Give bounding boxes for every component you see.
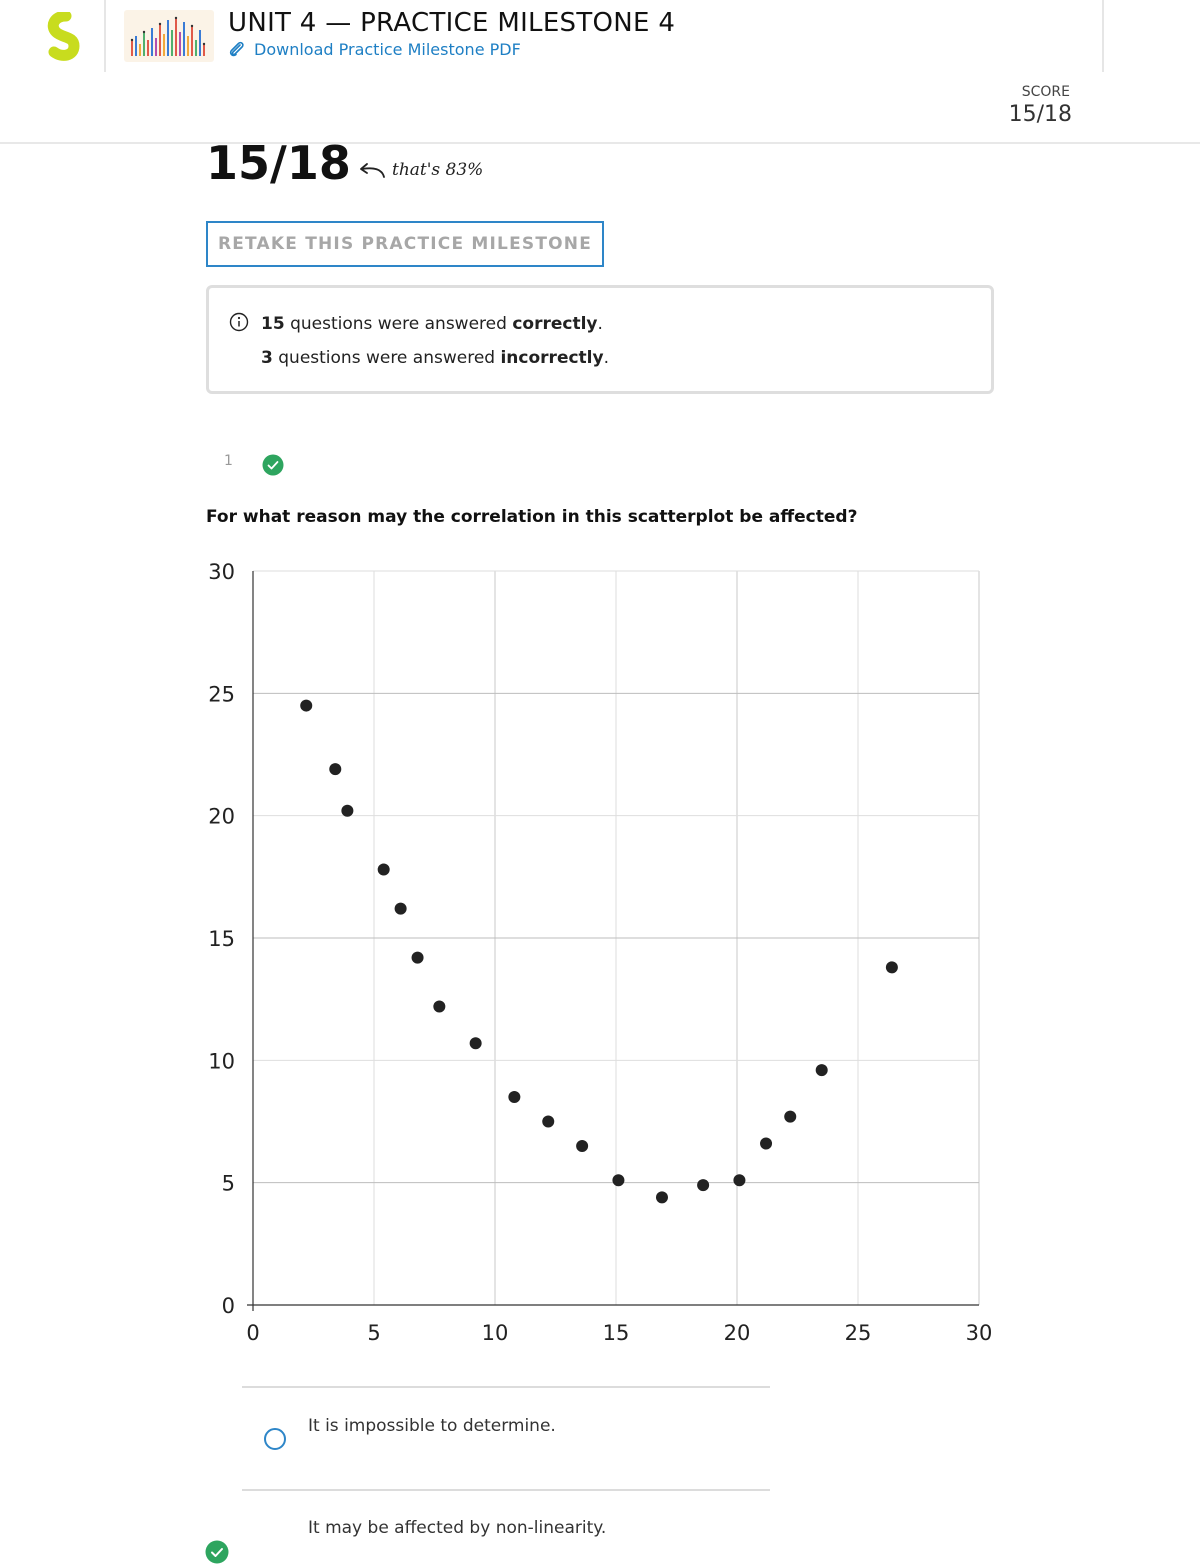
score-label: SCORE [1021,84,1070,100]
x-tick-label: 5 [367,1321,381,1345]
y-tick-label: 0 [221,1294,235,1318]
scatter-point [412,952,424,964]
info-icon [229,312,249,332]
big-score: 15/18 [206,136,351,190]
correct-check-icon [262,454,284,476]
score-annotation-text: that's 83% [392,160,484,180]
scatter-point [433,1001,445,1013]
results-info-box [206,285,994,394]
question-number: 1 [224,453,233,469]
answer-divider [242,1386,770,1388]
scatter-point [300,700,312,712]
sophia-logo-icon[interactable] [44,12,84,62]
scatterplot-chart [195,555,1005,1350]
header-divider [104,0,106,72]
scatter-point [542,1116,554,1128]
correct-count: 15 [261,314,285,334]
answer-radio-1[interactable] [264,1428,286,1450]
download-pdf-link[interactable] [228,40,521,59]
correct-summary [261,314,603,334]
incorrect-period: . [603,348,609,368]
retake-milestone-button[interactable]: RETAKE THIS PRACTICE MILESTONE [206,221,604,267]
download-pdf-label[interactable]: Download Practice Milestone PDF [254,40,521,59]
score-annotation [358,160,483,180]
y-tick-label: 15 [208,927,235,951]
x-tick-label: 15 [602,1321,630,1345]
score-value: 15/18 [1008,102,1072,127]
y-tick-label: 20 [208,804,235,829]
answer-option-1[interactable]: It is impossible to determine. [308,1416,556,1436]
scatter-point [470,1037,482,1049]
scatter-point [576,1140,588,1152]
scatter-point [697,1179,709,1191]
correct-period: . [597,314,603,334]
incorrect-word: incorrectly [500,348,604,368]
scatter-point [329,763,341,775]
scatter-point [378,863,390,875]
scatter-point [886,961,898,973]
scatter-point [733,1174,745,1186]
page-title: UNIT 4 — PRACTICE MILESTONE 4 [228,8,676,38]
x-tick-label: 10 [481,1321,509,1345]
incorrect-count: 3 [261,348,273,368]
incorrect-summary [261,348,609,368]
question-text: For what reason may the correlation in this scatterplot be affected? [206,507,858,527]
header-bar [0,0,1200,144]
scatter-point [656,1191,668,1203]
y-tick-label: 25 [208,682,235,707]
scatter-point [816,1064,828,1076]
scatter-point [784,1111,796,1123]
curved-arrow-icon [358,161,386,179]
answer-option-2[interactable]: It may be affected by non-linearity. [308,1518,607,1538]
x-tick-label: 0 [246,1321,260,1345]
x-tick-label: 30 [965,1321,993,1345]
scatter-point [612,1174,624,1186]
scatter-point [760,1138,772,1150]
scatter-point [395,903,407,915]
paperclip-icon [228,41,246,59]
bar-chart-thumbnail-icon [124,10,214,62]
correct-word: correctly [512,314,598,334]
y-tick-label: 5 [221,1171,235,1196]
x-tick-label: 25 [844,1321,872,1345]
y-tick-label: 30 [208,560,235,584]
selected-answer-check-icon[interactable] [205,1540,229,1564]
answer-divider [242,1489,770,1491]
header-divider-right [1102,0,1104,72]
scatter-point [508,1091,520,1103]
x-tick-label: 20 [723,1321,751,1345]
incorrect-text: questions were answered [272,348,501,368]
correct-text: questions were answered [284,314,513,334]
scatter-point [341,805,353,817]
y-tick-label: 10 [208,1049,235,1074]
